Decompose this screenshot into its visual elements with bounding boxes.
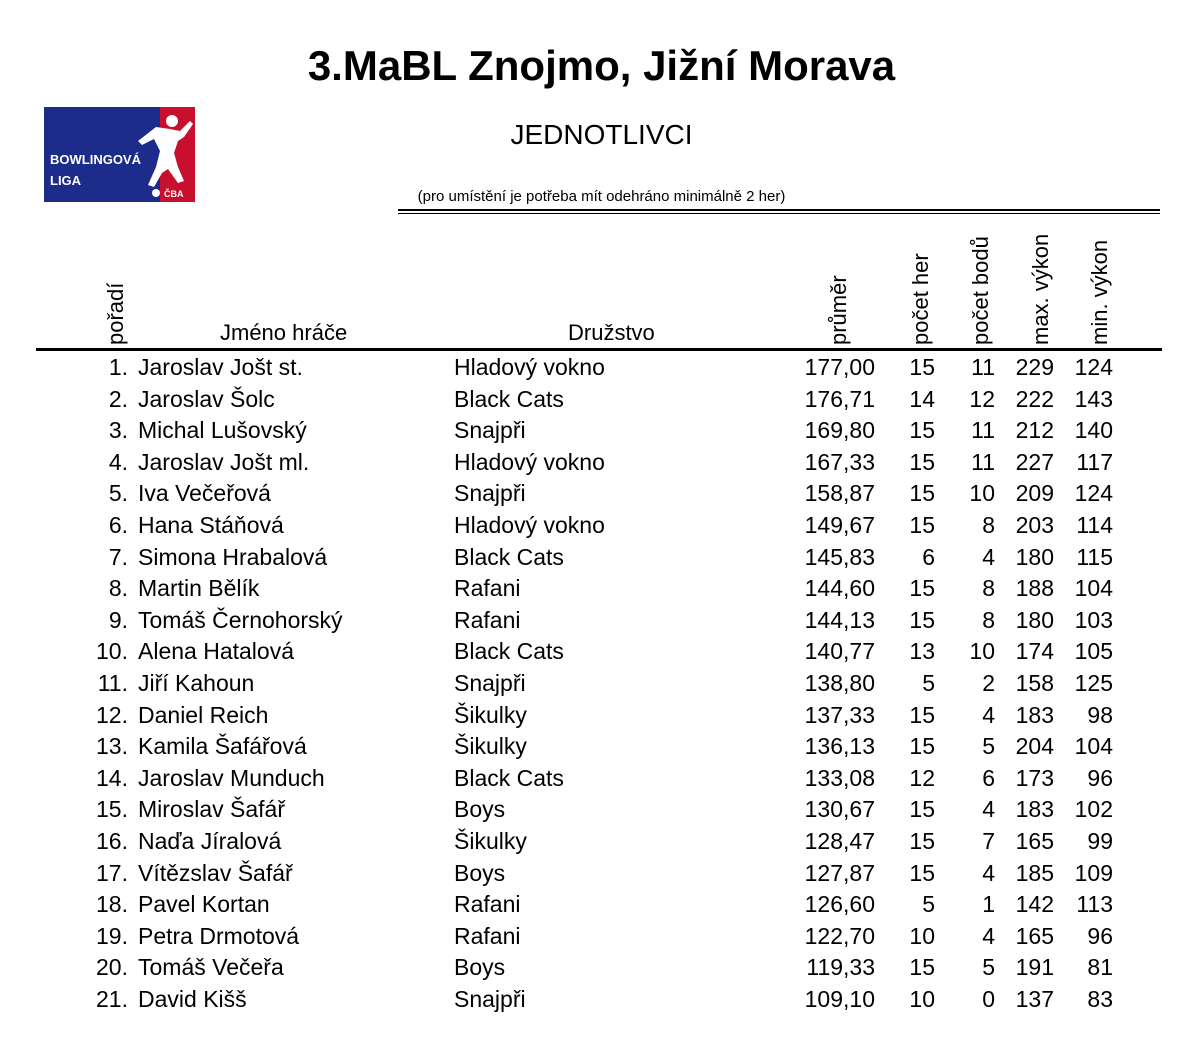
player-name-cell: Daniel Reich bbox=[138, 701, 269, 728]
games-cell: 15 bbox=[909, 733, 935, 760]
logo-badge: ČBA bbox=[164, 189, 184, 199]
table-row bbox=[0, 352, 1203, 384]
rank-cell: 9. bbox=[108, 606, 128, 633]
column-header-name: Jméno hráče bbox=[220, 320, 348, 345]
average-cell: 144,13 bbox=[804, 606, 875, 633]
player-name-cell: Iva Večeřová bbox=[138, 480, 271, 507]
max-score-cell: 158 bbox=[1015, 669, 1054, 696]
max-score-cell: 137 bbox=[1015, 985, 1054, 1012]
column-header-average: průměr bbox=[826, 275, 851, 345]
player-name-cell: Martin Bělík bbox=[138, 575, 260, 602]
rank-cell: 21. bbox=[96, 985, 128, 1012]
table-row bbox=[0, 984, 1203, 1016]
player-name-cell: Jaroslav Munduch bbox=[138, 764, 325, 791]
rank-cell: 3. bbox=[108, 417, 128, 444]
player-name-cell: Jaroslav Jošt ml. bbox=[138, 448, 310, 475]
min-score-cell: 109 bbox=[1074, 859, 1113, 886]
max-score-cell: 227 bbox=[1015, 448, 1054, 475]
average-cell: 122,70 bbox=[804, 922, 875, 949]
average-cell: 126,60 bbox=[804, 891, 875, 918]
team-cell: Šikulky bbox=[454, 701, 527, 728]
team-cell: Snajpři bbox=[454, 985, 526, 1012]
max-score-cell: 204 bbox=[1015, 733, 1054, 760]
games-cell: 15 bbox=[909, 827, 935, 854]
rank-cell: 2. bbox=[108, 385, 128, 412]
min-score-cell: 114 bbox=[1076, 511, 1113, 538]
team-cell: Rafani bbox=[454, 922, 521, 949]
games-cell: 5 bbox=[922, 669, 935, 696]
points-cell: 6 bbox=[982, 764, 995, 791]
games-cell: 15 bbox=[909, 606, 935, 633]
max-score-cell: 165 bbox=[1015, 922, 1054, 949]
player-name-cell: Jiří Kahoun bbox=[138, 669, 255, 696]
rank-cell: 7. bbox=[108, 543, 128, 570]
max-score-cell: 173 bbox=[1015, 764, 1054, 791]
table-row bbox=[0, 826, 1203, 858]
average-cell: 136,13 bbox=[804, 733, 875, 760]
points-cell: 8 bbox=[982, 575, 995, 602]
table-row bbox=[0, 668, 1203, 700]
games-cell: 5 bbox=[922, 891, 935, 918]
table-row bbox=[0, 889, 1203, 921]
points-cell: 7 bbox=[982, 827, 995, 854]
rank-cell: 4. bbox=[108, 448, 128, 475]
games-cell: 12 bbox=[909, 764, 935, 791]
player-name-cell: Alena Hatalová bbox=[138, 638, 294, 665]
column-header-min: min. výkon bbox=[1087, 239, 1112, 345]
points-cell: 0 bbox=[982, 985, 995, 1012]
table-row bbox=[0, 605, 1203, 637]
points-cell: 4 bbox=[982, 922, 995, 949]
team-cell: Black Cats bbox=[454, 764, 564, 791]
player-name-cell: Vítězslav Šafář bbox=[138, 859, 293, 886]
points-cell: 12 bbox=[969, 385, 995, 412]
max-score-cell: 183 bbox=[1015, 796, 1054, 823]
games-cell: 13 bbox=[909, 638, 935, 665]
min-score-cell: 83 bbox=[1087, 985, 1113, 1012]
min-score-cell: 124 bbox=[1074, 480, 1113, 507]
team-cell: Rafani bbox=[454, 606, 521, 633]
max-score-cell: 212 bbox=[1015, 417, 1054, 444]
average-cell: 127,87 bbox=[804, 859, 875, 886]
table-row bbox=[0, 794, 1203, 826]
games-cell: 15 bbox=[909, 575, 935, 602]
player-name-cell: Pavel Kortan bbox=[138, 891, 270, 918]
min-score-cell: 125 bbox=[1074, 669, 1113, 696]
player-name-cell: Simona Hrabalová bbox=[138, 543, 328, 570]
min-score-cell: 81 bbox=[1087, 954, 1113, 981]
player-name-cell: David Kišš bbox=[138, 985, 247, 1012]
max-score-cell: 174 bbox=[1015, 638, 1054, 665]
team-cell: Rafani bbox=[454, 575, 521, 602]
games-cell: 14 bbox=[909, 385, 935, 412]
logo-line2: LIGA bbox=[50, 173, 82, 188]
rank-cell: 15. bbox=[96, 796, 128, 823]
average-cell: 149,67 bbox=[804, 511, 875, 538]
games-cell: 15 bbox=[909, 954, 935, 981]
rank-cell: 16. bbox=[96, 827, 128, 854]
max-score-cell: 185 bbox=[1015, 859, 1054, 886]
min-score-cell: 96 bbox=[1087, 922, 1113, 949]
points-cell: 11 bbox=[971, 448, 995, 475]
player-name-cell: Michal Lušovský bbox=[138, 417, 307, 444]
min-score-cell: 96 bbox=[1087, 764, 1113, 791]
max-score-cell: 222 bbox=[1015, 385, 1054, 412]
top-divider-thin bbox=[398, 213, 1160, 214]
team-cell: Šikulky bbox=[454, 733, 527, 760]
team-cell: Hladový vokno bbox=[454, 448, 605, 475]
column-header-rank: pořadí bbox=[103, 282, 128, 345]
top-divider bbox=[398, 209, 1160, 211]
average-cell: 119,33 bbox=[806, 954, 875, 981]
team-cell: Black Cats bbox=[454, 638, 564, 665]
points-cell: 10 bbox=[969, 480, 995, 507]
max-score-cell: 191 bbox=[1015, 954, 1054, 981]
min-score-cell: 98 bbox=[1087, 701, 1113, 728]
rank-cell: 20. bbox=[96, 954, 128, 981]
average-cell: 109,10 bbox=[804, 985, 875, 1012]
games-cell: 10 bbox=[909, 922, 935, 949]
min-score-cell: 103 bbox=[1074, 606, 1113, 633]
player-name-cell: Hana Stáňová bbox=[138, 511, 284, 538]
table-row bbox=[0, 510, 1203, 542]
points-cell: 4 bbox=[982, 796, 995, 823]
team-cell: Black Cats bbox=[454, 543, 564, 570]
max-score-cell: 209 bbox=[1015, 480, 1054, 507]
games-cell: 15 bbox=[909, 701, 935, 728]
team-cell: Boys bbox=[454, 954, 506, 981]
min-score-cell: 140 bbox=[1074, 417, 1113, 444]
team-cell: Black Cats bbox=[454, 385, 564, 412]
column-header-points: počet bodů bbox=[968, 236, 993, 345]
games-cell: 15 bbox=[909, 859, 935, 886]
player-name-cell: Jaroslav Jošt st. bbox=[138, 354, 303, 380]
max-score-cell: 180 bbox=[1015, 606, 1054, 633]
logo-line1: BOWLINGOVÁ bbox=[50, 152, 141, 167]
min-score-cell: 105 bbox=[1074, 638, 1113, 665]
rank-cell: 11. bbox=[97, 669, 128, 696]
average-cell: 176,71 bbox=[804, 385, 875, 412]
player-name-cell: Tomáš Černohorský bbox=[138, 606, 343, 633]
eligibility-note: (pro umístění je potřeba mít odehráno minimálně 2 her) bbox=[417, 188, 786, 205]
average-cell: 130,67 bbox=[804, 796, 875, 823]
points-cell: 1 bbox=[982, 891, 995, 918]
rank-cell: 18. bbox=[96, 891, 128, 918]
table-row bbox=[0, 447, 1203, 479]
games-cell: 15 bbox=[909, 417, 935, 444]
player-name-cell: Naďa Jíralová bbox=[138, 827, 282, 854]
table-row bbox=[0, 542, 1203, 574]
average-cell: 144,60 bbox=[804, 575, 875, 602]
table-row bbox=[0, 731, 1203, 763]
games-cell: 15 bbox=[909, 448, 935, 475]
table-row bbox=[0, 858, 1203, 890]
games-cell: 15 bbox=[909, 796, 935, 823]
max-score-cell: 142 bbox=[1015, 891, 1054, 918]
games-cell: 10 bbox=[909, 985, 935, 1012]
rank-cell: 8. bbox=[108, 575, 128, 602]
table-row bbox=[0, 952, 1203, 984]
max-score-cell: 203 bbox=[1015, 511, 1054, 538]
rank-cell: 5. bbox=[108, 480, 128, 507]
min-score-cell: 104 bbox=[1074, 733, 1113, 760]
average-cell: 167,33 bbox=[804, 448, 875, 475]
rank-cell: 12. bbox=[96, 701, 128, 728]
player-name-cell: Tomáš Večeřa bbox=[138, 954, 284, 981]
rank-cell: 19. bbox=[96, 922, 128, 949]
games-cell: 15 bbox=[909, 480, 935, 507]
rank-cell: 17. bbox=[96, 859, 128, 886]
points-cell: 8 bbox=[982, 606, 995, 633]
points-cell: 8 bbox=[982, 511, 995, 538]
header-divider bbox=[36, 348, 1162, 351]
min-score-cell: 115 bbox=[1076, 543, 1113, 570]
table-row bbox=[0, 573, 1203, 605]
rank-cell: 13. bbox=[96, 733, 128, 760]
average-cell: 137,33 bbox=[804, 701, 875, 728]
points-cell: 4 bbox=[982, 701, 995, 728]
games-cell: 6 bbox=[922, 543, 935, 570]
average-cell: 169,80 bbox=[804, 417, 875, 444]
max-score-cell: 229 bbox=[1015, 354, 1054, 380]
player-name-cell: Jaroslav Šolc bbox=[138, 385, 275, 412]
min-score-cell: 117 bbox=[1076, 448, 1113, 475]
points-cell: 5 bbox=[982, 954, 995, 981]
player-name-cell: Kamila Šafářová bbox=[138, 733, 307, 760]
column-header-team: Družstvo bbox=[568, 320, 655, 345]
average-cell: 133,08 bbox=[804, 764, 875, 791]
average-cell: 128,47 bbox=[804, 827, 875, 854]
points-cell: 10 bbox=[969, 638, 995, 665]
table-row bbox=[0, 384, 1203, 416]
table-row bbox=[0, 415, 1203, 447]
max-score-cell: 180 bbox=[1015, 543, 1054, 570]
max-score-cell: 183 bbox=[1015, 701, 1054, 728]
points-cell: 11 bbox=[971, 417, 995, 444]
page-subtitle: JEDNOTLIVCI bbox=[510, 119, 693, 150]
games-cell: 15 bbox=[909, 354, 935, 380]
column-header-games: počet her bbox=[908, 253, 933, 345]
table-row bbox=[0, 636, 1203, 668]
player-name-cell: Miroslav Šafář bbox=[138, 796, 285, 823]
min-score-cell: 143 bbox=[1074, 385, 1113, 412]
average-cell: 145,83 bbox=[804, 543, 875, 570]
average-cell: 140,77 bbox=[804, 638, 875, 665]
rank-cell: 6. bbox=[108, 511, 128, 538]
points-cell: 5 bbox=[982, 733, 995, 760]
team-cell: Šikulky bbox=[454, 827, 527, 854]
points-cell: 4 bbox=[982, 543, 995, 570]
table-row bbox=[0, 478, 1203, 510]
table-row bbox=[0, 700, 1203, 732]
team-cell: Hladový vokno bbox=[454, 354, 605, 380]
average-cell: 158,87 bbox=[804, 480, 875, 507]
min-score-cell: 99 bbox=[1087, 827, 1113, 854]
points-cell: 11 bbox=[971, 354, 995, 380]
min-score-cell: 104 bbox=[1074, 575, 1113, 602]
min-score-cell: 102 bbox=[1074, 796, 1113, 823]
average-cell: 138,80 bbox=[804, 669, 875, 696]
team-cell: Snajpři bbox=[454, 417, 526, 444]
page-title: 3.MaBL Znojmo, Jižní Morava bbox=[307, 42, 896, 89]
team-cell: Snajpři bbox=[454, 669, 526, 696]
team-cell: Boys bbox=[454, 859, 506, 886]
games-cell: 15 bbox=[909, 511, 935, 538]
table-row bbox=[0, 921, 1203, 953]
player-name-cell: Petra Drmotová bbox=[138, 922, 300, 949]
rank-cell: 14. bbox=[96, 764, 128, 791]
max-score-cell: 188 bbox=[1015, 575, 1054, 602]
max-score-cell: 165 bbox=[1015, 827, 1054, 854]
points-cell: 4 bbox=[982, 859, 995, 886]
team-cell: Rafani bbox=[454, 891, 521, 918]
table-row bbox=[0, 763, 1203, 795]
column-header-max: max. výkon bbox=[1028, 233, 1053, 345]
rank-cell: 10. bbox=[96, 638, 128, 665]
min-score-cell: 113 bbox=[1076, 891, 1113, 918]
standings-table bbox=[0, 352, 1203, 1015]
team-cell: Hladový vokno bbox=[454, 511, 605, 538]
points-cell: 2 bbox=[982, 669, 995, 696]
rank-cell: 1. bbox=[108, 354, 128, 380]
average-cell: 177,00 bbox=[804, 354, 875, 380]
team-cell: Snajpři bbox=[454, 480, 526, 507]
team-cell: Boys bbox=[454, 796, 506, 823]
min-score-cell: 124 bbox=[1074, 354, 1113, 380]
